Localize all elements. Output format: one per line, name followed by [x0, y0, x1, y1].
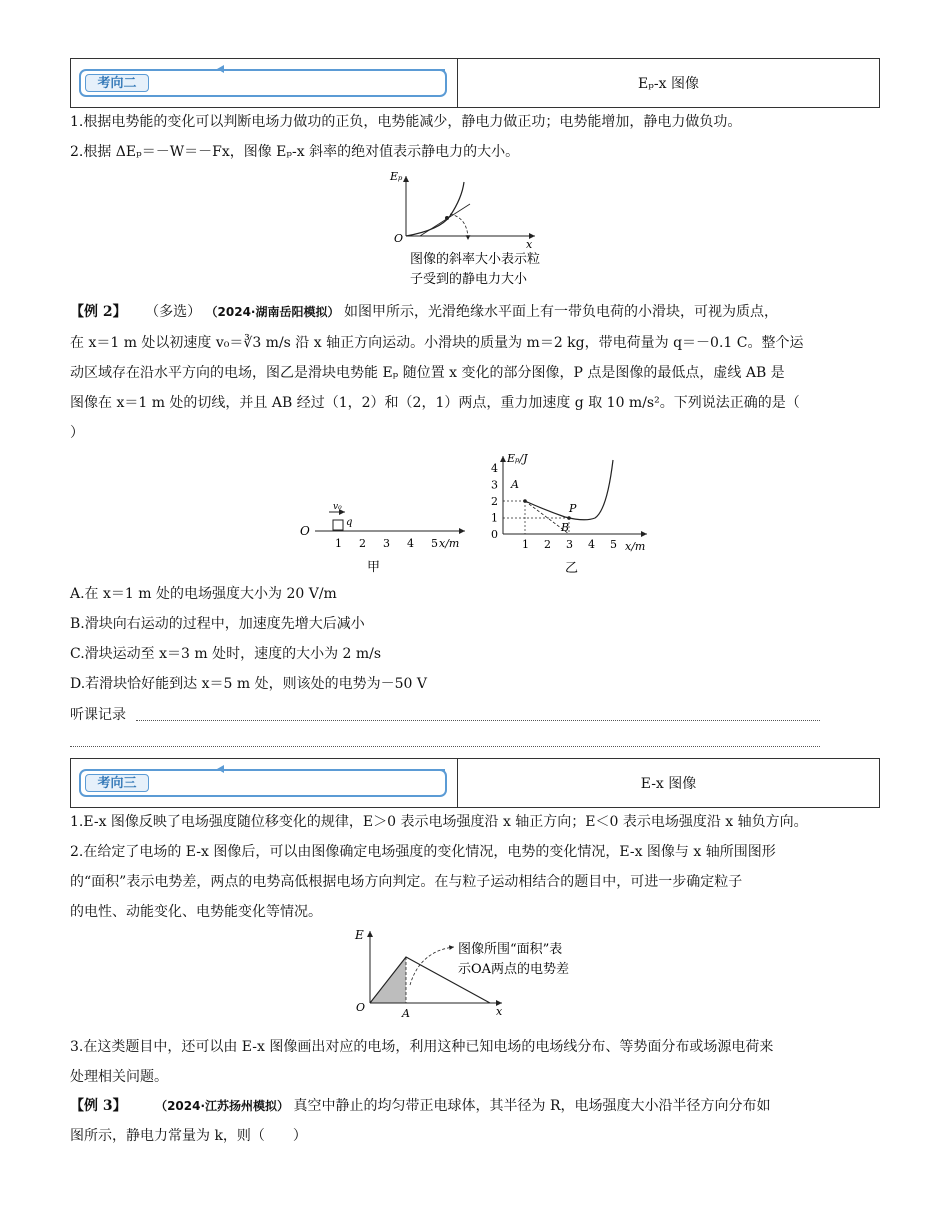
option-c: C.滑块运动至 x＝3 m 处时，速度的大小为 2 m/s [70, 646, 382, 662]
x-label: x [526, 238, 533, 251]
paragraph: 3.在这类题目中，还可以由 E-x 图像画出对应的电场，利用这种已知电场的电场线分布、等势面分布或场源电荷来 [70, 1039, 774, 1055]
paragraph: 的电性、动能变化、电势能变化等情况。 [70, 904, 322, 920]
e-x-figure [350, 925, 620, 1025]
point [445, 216, 449, 220]
example-3-line [70, 1096, 771, 1116]
tag-frame [79, 769, 447, 797]
paragraph: 2.根据 ΔEₚ＝－W＝－Fx，图像 Eₚ-x 斜率的绝对值表示静电力的大小。 [70, 144, 520, 160]
fig-note: 图像的斜率大小表示粒 [410, 252, 541, 267]
example-label: 【例 3】 [70, 1098, 127, 1114]
y-label: Eₚ [390, 170, 403, 183]
section-title: E-x 图像 [640, 776, 697, 792]
figure-jia [295, 495, 475, 580]
example-tag: （多选） [145, 304, 202, 320]
tag-frame [79, 69, 447, 97]
paragraph: 处理相关问题。 [70, 1069, 168, 1085]
y-tick-label: 4 [491, 462, 498, 475]
point-a-label: A [402, 1007, 410, 1020]
v0-label: v₀ [333, 502, 342, 512]
arrow-line-icon [223, 769, 445, 771]
fig-note: 子受到的静电力大小 [410, 272, 528, 287]
paragraph: 图所示，静电力常量为 k，则（ ） [70, 1128, 307, 1144]
origin-label: O [356, 1001, 366, 1014]
x-unit: x/m [439, 537, 460, 550]
paragraph: 在 x＝1 m 处以初速度 v₀＝∛3 m/s 沿 x 轴正方向运动。小滑块的质量为 m＝2 kg，带电荷量为 q＝－0.1 C。整个运 [70, 335, 804, 351]
tick-labels [335, 537, 438, 550]
section-tag: 考向三 [85, 774, 149, 792]
section-tag-cell [71, 59, 458, 107]
example-label: 【例 2】 [70, 304, 127, 320]
y-tick-label: 0 [491, 528, 498, 541]
arrow-line-icon [223, 69, 445, 71]
example-text: 如图甲所示，光滑绝缘水平面上有一带负电荷的小滑块，可视为质点， [343, 304, 778, 320]
y-tick-label: 3 [491, 478, 498, 492]
point-a [523, 499, 527, 503]
origin-label: O [394, 232, 404, 245]
paragraph: 1.E-x 图像反映了电场强度随位移变化的规律，E＞0 表示电场强度沿 x 轴正方向；E＜0 表示电场强度沿 x 轴负方向。 [70, 814, 808, 830]
notes-label: 听课记录 [70, 707, 126, 723]
figure-yi [485, 450, 665, 580]
y-tick-labels [491, 462, 498, 541]
point-p [567, 516, 571, 520]
paragraph: 1.根据电势能的变化可以判断电场力做功的正负，电势能减少，静电力做正功；电势能增加，静电力做负功。 [70, 114, 742, 130]
y-tick-label: 1 [491, 511, 498, 525]
x-tick-label: 1 [522, 538, 529, 551]
example-source: （2024·湖南岳阳模拟） [205, 305, 340, 319]
paragraph: 的“面积”表示电势差，两点的电势高低根据电场方向判定。在与粒子运动相结合的题目中，可进一步确定粒子 [70, 874, 743, 890]
section-tag: 考向二 [85, 74, 149, 92]
y-label: E [355, 928, 364, 942]
fig-note: 图像所围“面积”表 [458, 942, 563, 957]
x-tick-label: 3 [383, 537, 390, 550]
figure-caption: 甲 [367, 560, 381, 575]
x-tick-label: 4 [407, 537, 414, 550]
label-p: P [569, 502, 577, 515]
label-b: B [561, 521, 570, 534]
paragraph: 2.在给定了电场的 E-x 图像后，可以由图像确定电场强度的变化情况，电势的变化情况，E-x 图像与 x 轴所围图形 [70, 844, 776, 860]
example-text: 真空中静止的均匀带正电球体，其半径为 R，电场强度大小沿半径方向分布如 [293, 1098, 771, 1114]
tangent [420, 204, 470, 236]
fig-note: 示OA两点的电势差 [458, 962, 570, 977]
origin-label: O [300, 524, 310, 538]
x-unit: x/m [625, 540, 646, 553]
y-tick-label: 2 [491, 495, 498, 508]
x-tick-label: 4 [588, 538, 595, 551]
x-tick-label: 3 [566, 538, 573, 551]
x-tick-label: 5 [431, 537, 438, 550]
paragraph: 图像在 x＝1 m 处的切线，并且 AB 经过（1，2）和（2，1）两点，重力加速度 g 取 10 m/s²。下列说法正确的是（ [70, 395, 800, 411]
option-b: B.滑块向右运动的过程中，加速度先增大后减小 [70, 616, 365, 632]
curve [406, 182, 464, 236]
x-tick-label: 1 [335, 537, 342, 550]
notes-line[interactable] [70, 746, 820, 747]
paragraph: 动区域存在沿水平方向的电场，图乙是滑块电势能 Eₚ 随位置 x 变化的部分图像，P 点是图像的最低点，虚线 AB 是 [70, 365, 785, 381]
section-header-2 [70, 58, 880, 108]
x-label: x [496, 1005, 503, 1018]
x-tick-label: 5 [610, 538, 617, 551]
paragraph: ） [70, 425, 84, 441]
section-tag-cell [71, 759, 458, 807]
notes-line[interactable] [136, 720, 820, 721]
label-a: A [511, 478, 519, 491]
y-label: Eₚ/J [507, 452, 528, 465]
section-header-3 [70, 758, 880, 808]
x-tick-label: 2 [544, 538, 551, 551]
x-tick-labels [522, 538, 617, 551]
slider-block [333, 520, 343, 530]
x-tick-label: 2 [359, 537, 366, 550]
figure-caption: 乙 [565, 561, 579, 576]
option-a: A.在 x＝1 m 处的电场强度大小为 20 V/m [70, 586, 337, 602]
example-source: （2024·江苏扬州模拟） [155, 1099, 290, 1113]
section-title: Eₚ-x 图像 [638, 76, 699, 92]
ep-x-figure [380, 168, 580, 293]
example-2-line [70, 302, 778, 322]
q-label: q [346, 517, 353, 528]
option-d: D.若滑块恰好能到达 x＝5 m 处，则该处的电势为－50 V [70, 676, 427, 692]
